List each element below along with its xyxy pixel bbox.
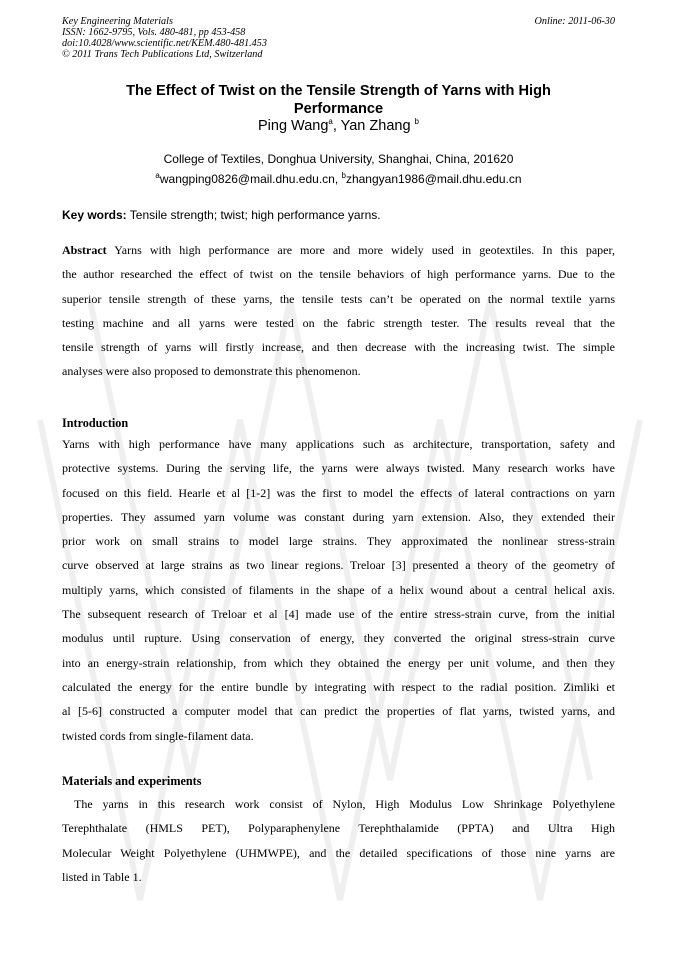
abstract-line: Abstract Yarns with high performance are more and more widely used in geotextiles. In this paper,: [62, 243, 615, 257]
author-separator: ,: [332, 118, 341, 134]
affiliation: College of Textiles, Donghua University, Shanghai, China, 201620: [163, 152, 514, 166]
author-1: Ping Wang: [258, 118, 329, 134]
abstract-line: testing machine and all yarns were tested on the fabric strength tester. The results reveal that the: [62, 315, 615, 330]
intro-line: twisted cords from single-filament data.: [62, 728, 254, 743]
author-2: Yan Zhang: [340, 118, 415, 134]
intro-line: into an energy-strain relationship, from which they obtained the energy per unit volume, and then they: [62, 655, 615, 670]
online-date: Online: 2011-06-30: [534, 16, 615, 27]
intro-line: properties. They assumed yarn volume was constant during yarn extension. Also, they extended their: [62, 509, 615, 524]
intro-line: modulus until rupture. Using conservation of energy, they converted the original stress-strain curve: [62, 631, 615, 646]
keywords-text: Tensile strength; twist; high performance yarns.: [126, 208, 381, 222]
issn-line: ISSN: 1662-9795, Vols. 480-481, pp 453-458: [62, 27, 246, 38]
email-b: zhangyan1986@mail.dhu.edu.cn: [345, 172, 522, 186]
materials-paragraph: [62, 792, 615, 889]
author-1-sup: a: [328, 117, 333, 127]
paper-title: [62, 82, 615, 118]
abstract-label: Abstract: [62, 243, 107, 257]
emails-line: [62, 171, 615, 187]
title-line-2: Performance: [293, 101, 384, 117]
doi-line: doi:10.4028/www.scientific.net/KEM.480-481.453: [62, 38, 267, 49]
intro-line: al [5-6] constructed a computer model that can predict the properties of flat yarns, twisted yarns, and: [62, 704, 615, 719]
author-2-sup: b: [414, 117, 419, 127]
keywords-label: Key words:: [62, 208, 127, 222]
materials-heading: Materials and experiments: [62, 774, 202, 788]
materials-line: Terephthalate (HMLS PET), Polyparaphenylene Terephthalamide (PPTA) and Ultra High: [62, 821, 615, 836]
materials-line: listed in Table 1.: [62, 869, 142, 884]
introduction-heading: Introduction: [62, 416, 129, 430]
introduction-paragraph: [62, 432, 615, 748]
title-line-1: The Effect of Twist on the Tensile Strength of Yarns with High: [126, 83, 551, 99]
materials-line: Molecular Weight Polyethylene (UHMWPE), and the detailed specifications of those nine yarns are: [62, 845, 615, 860]
abstract-line: superior tensile strength of these yarns, the tensile tests can’t be operated on the normal textile yarns: [62, 291, 615, 306]
copyright-line: © 2011 Trans Tech Publications Ltd, Switzerland: [62, 49, 263, 60]
journal-header: [62, 16, 615, 60]
keywords: [62, 207, 615, 223]
intro-line: calculated the energy for the entire bundle by integrating with respect to the radial position. Zimliki et: [62, 679, 615, 694]
materials-line: The yarns in this research work consist of Nylon, High Modulus Low Shrinkage Polyethylene: [74, 797, 615, 811]
email-a: wangping0826@mail.dhu.edu.cn,: [159, 172, 342, 186]
intro-line: The subsequent research of Treloar et al [4] made use of the entire stress-strain curve, from the initial: [62, 607, 615, 622]
journal-name: Key Engineering Materials: [62, 16, 173, 27]
email-b-sup: b: [341, 171, 346, 180]
intro-line: Yarns with high performance have many applications such as architecture, transportation, safety and: [62, 437, 615, 451]
intro-line: multiply yarns, which consisted of filaments in the shape of a helix wound about a central helical axis.: [62, 582, 615, 597]
abstract-paragraph: [62, 238, 615, 384]
abstract-line: tensile strength of yarns will firstly increase, and then decrease with the increasing twist. The simple: [62, 340, 615, 355]
authors-line: [62, 118, 615, 135]
abstract-line: the author researched the effect of twist on the tensile behaviors of high performance yarns. Due to the: [62, 267, 615, 282]
abstract-line: analyses were also proposed to demonstrate this phenomenon.: [62, 364, 361, 379]
intro-line: focused on this field. Hearle et al [1-2] was the first to model the effects of lateral contractions on yarn: [62, 485, 615, 500]
email-a-sup: a: [155, 171, 160, 180]
intro-line: curve observed at large strains as two linear regions. Treloar [3] presented a theory of the geometry of: [62, 558, 615, 573]
intro-line: protective systems. During the serving life, the yarns were always twisted. Many research works have: [62, 461, 615, 476]
intro-line: prior work on small strains to model large strains. They approximated the nonlinear stress-strain: [62, 534, 615, 549]
